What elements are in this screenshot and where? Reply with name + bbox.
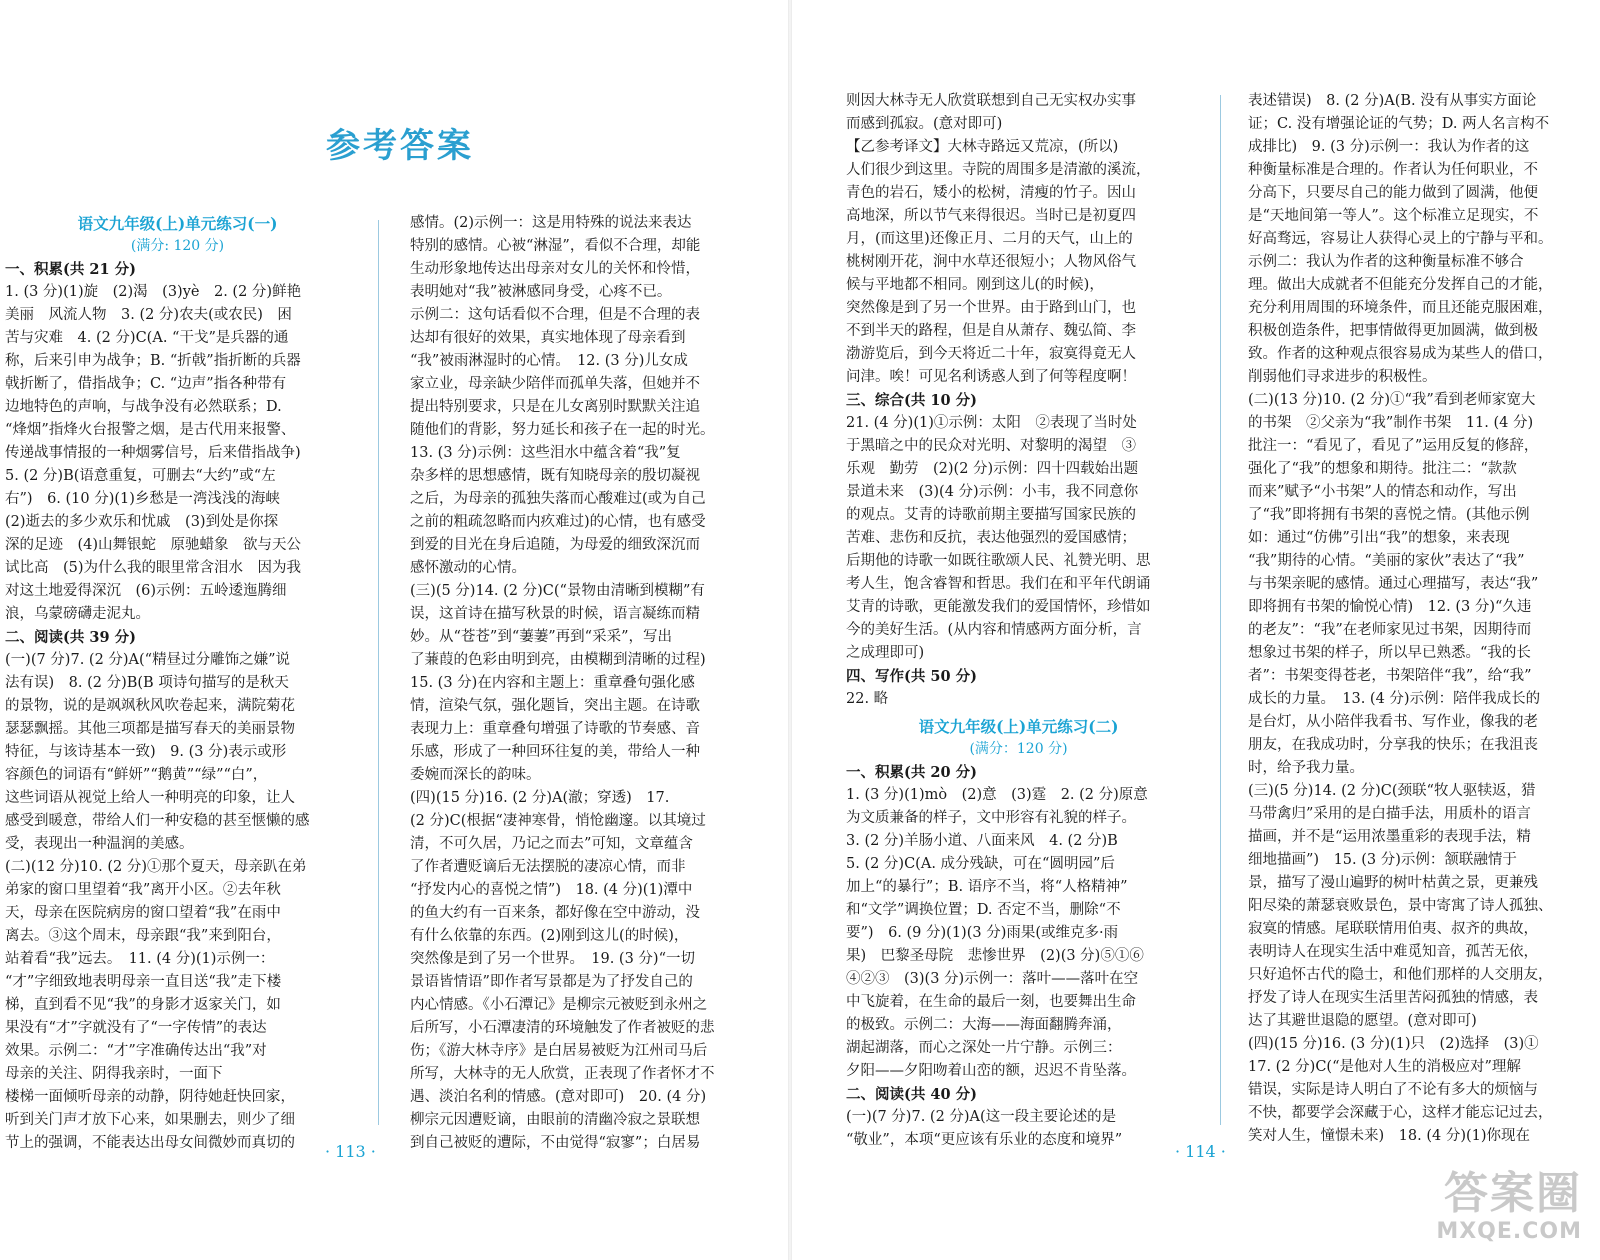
text-line: 和“文学”调换位置；D. 否定不当，删除“不 [846, 902, 1121, 918]
text-line: 苦与灾难 4. (2 分)C(A. “干戈”是兵器的通 [5, 330, 289, 346]
text-line: 情，渲染气氛，强化题旨，突出主题。在诗歌 [410, 698, 700, 714]
text-line: 表述错误) 8. (2 分)A(B. 没有从事实方面论 [1248, 93, 1537, 109]
text-line: 3. (2 分)羊肠小道、八面来风 4. (2 分)B [846, 833, 1118, 849]
text-line: 21. (4 分)(1)①示例：太阳 ②表现了当时处 [846, 415, 1137, 431]
right-col1-bottom-lines [846, 761, 1191, 1152]
text-line: 特别的感情。心被“淋湿”，看似不合理，却能 [410, 238, 701, 254]
text-line: 艾青的诗歌，更能激发我们的爱国情怀，珍惜如 [846, 599, 1151, 615]
text-line: “我”期待的心情。“美丽的家伙”表达了“我” [1248, 553, 1525, 569]
column-divider [378, 220, 379, 1125]
text-line: 笑对人生，憧憬未来) 18. (4 分)(1)你现在 [1248, 1128, 1531, 1144]
text-line: 果) 巴黎圣母院 悲惨世界 (2)(3 分)⑤①⑥ [846, 948, 1144, 964]
text-line: 浪，乌蒙磅礴走泥丸。 [5, 606, 150, 622]
text-line: 瑟瑟飘摇。其他三项都是描写春天的美丽景物 [5, 721, 295, 737]
text-line: 景语皆情语”即作者写景都是为了抒发自己的 [410, 974, 693, 990]
text-line: 到自己被贬的遭际，不由觉得“寂寥”；白居易 [410, 1135, 701, 1151]
text-line: (二)(12 分)10. (2 分)①那个夏天，母亲趴在弟 [5, 859, 307, 875]
text-line: (一)(7 分)7. (2 分)A(“精昼过分雕饰之嫌”说 [5, 652, 291, 668]
text-line: 青色的岩石，矮小的松树，清瘦的竹子。因山 [846, 185, 1136, 201]
text-line: 批注一：“看见了，看见了”运用反复的修辞， [1248, 438, 1539, 454]
text-line: 5. (2 分)B(语意重复，可删去“大约”或“左 [5, 468, 276, 484]
text-line: (三)(5 分)14. (2 分)C(“景物由清晰到模糊”有 [410, 583, 705, 599]
text-line: 成排比) 9. (3 分)示例一：我认为作者的这 [1248, 139, 1530, 155]
text-line: 如：通过“仿佛”引出“我”的想象，来表现 [1248, 530, 1510, 546]
text-line: (二)(13 分)10. (2 分)①“我”看到老师家宽大 [1248, 392, 1536, 408]
text-line: 妙。从“苍苍”到“萋萋”再到“采采”，写出 [410, 629, 672, 645]
text-line: 则因大林寺无人欣赏联想到自己无实权办实事 [846, 93, 1136, 109]
text-line: 时，给予我力量。 [1248, 760, 1364, 776]
text-line: 积极创造条件，把事情做得更加圆满，做到极 [1248, 323, 1538, 339]
text-line: 委婉而深长的韵味。 [410, 767, 541, 783]
text-line: 22. 略 [846, 691, 889, 707]
text-line: 描画，并不是“运用浓墨重彩的表现手法，精 [1248, 829, 1531, 845]
text-line: 母亲的关注、阴得我亲时，一面下 [5, 1066, 223, 1082]
text-line: 表明诗人在现实生活中难觅知音，孤苦无依， [1248, 944, 1538, 960]
text-line: 深的足迹 (4)山舞银蛇 原驰蜡象 欲与天公 [5, 537, 302, 553]
text-line: 效果。示例二：“才”字准确传达出“我”对 [5, 1043, 267, 1059]
text-line: 理。做出大成就者不但能充分发挥自己的才能， [1248, 277, 1553, 293]
text-line: (2 分)C(根据“凄神寒骨，悄怆幽邃。以其境过 [410, 813, 706, 829]
text-line: “抒发内心的喜悦之情”) 18. (4 分)(1)潭中 [410, 882, 693, 898]
left-col2-lines [410, 212, 745, 1155]
text-line: 之成理即可) [846, 645, 925, 661]
unit-2-score: (满分：120 分) [969, 741, 1068, 757]
text-line: 夕阳——夕阳吻着山峦的额，迟迟不肯坠落。 [846, 1063, 1136, 1079]
text-line: 了作者遭贬谪后无法摆脱的凄凉心情，而非 [410, 859, 686, 875]
right-page [790, 0, 1600, 1260]
text-line: 的极致。示例二：大海——海面翻腾奔涌， [846, 1017, 1122, 1033]
text-line: (四)(15 分)16. (3 分)(1)只 (2)选择 (3)① [1248, 1036, 1539, 1052]
text-line: 马带禽归”采用的是白描手法，用质朴的语言 [1248, 806, 1531, 822]
text-line: 戟折断了，借指战争；C. “边声”指各种带有 [5, 376, 287, 392]
text-line: 二、阅读(共 40 分) [846, 1086, 977, 1103]
text-line: 分高下，只要尽自己的能力做到了圆满，他便 [1248, 185, 1538, 201]
text-line: 后期他的诗歌一如既往歌颂人民、礼赞光明、思 [846, 553, 1151, 569]
text-line: 三、综合(共 10 分) [846, 392, 977, 409]
text-line: 证；C. 没有增强论证的气势；D. 两人名言构不 [1248, 116, 1550, 132]
text-line: 强化了“我”的想象和期待。批注二：“款款 [1248, 461, 1517, 477]
text-line: 对这土地爱得深沉 (6)示例：五岭逶迤腾细 [5, 583, 287, 599]
text-line: 与书架亲昵的感情。通过心理描写，表达“我” [1248, 576, 1539, 592]
text-line: 后所写，小石潭凄清的环境触发了作者被贬的悲 [410, 1020, 715, 1036]
text-line: 的鱼大约有一百来条，都好像在空中游动，没 [410, 905, 700, 921]
text-line: 达却有很好的效果，真实地体现了母亲看到 [410, 330, 686, 346]
text-line: (一)(7 分)7. (2 分)A(这一段主要论述的是 [846, 1109, 1117, 1125]
text-line: “敬业”，本项“更应该有乐业的态度和境界” [846, 1132, 1123, 1148]
text-line: ④②③ (3)(3 分)示例一：落叶——落叶在空 [846, 971, 1139, 987]
text-line: 一、积累(共 21 分) [5, 261, 136, 278]
text-line: 边地特色的声响，与战争没有必然联系；D. [5, 399, 282, 415]
text-line: 内心情感。《小石潭记》是柳宗元被贬到永州之 [410, 997, 708, 1013]
text-line: 湖起湖落，而心之深处一片宁静。示例三： [846, 1040, 1122, 1056]
text-line: 充分利用周围的环境条件，而且还能克服困难， [1248, 300, 1553, 316]
text-line: 候与平地都不相同。刚到这儿(的时候)， [846, 277, 1104, 293]
text-line: 于黑暗之中的民众对光明、对黎明的渴望 ③ [846, 438, 1136, 454]
text-line: 1. (3 分)(1)旋 (2)渴 (3)yè 2. (2 分)鲜艳 [5, 284, 302, 300]
text-line: “我”被雨淋湿时的心情。 12. (3 分)儿女成 [410, 353, 688, 369]
text-line: 朋友，在我成功时，分享我的快乐；在我沮丧 [1248, 737, 1538, 753]
text-line: 而感到孤寂。(意对即可) [846, 116, 1003, 132]
text-line: “才”字细致地表明母亲一直目送“我”走下楼 [5, 974, 282, 990]
text-line: 随他们的背影，努力延长和孩子在一起的时光。 [410, 422, 715, 438]
text-line: 一、积累(共 20 分) [846, 764, 977, 781]
text-line: 特征，与该诗基本一致) 9. (3 分)表示或形 [5, 744, 287, 760]
text-line: 细地描画”) 15. (3 分)示例：颔联融情于 [1248, 852, 1517, 868]
text-line: 感怀激动的心情。 [410, 560, 526, 576]
text-line: 是“天地间第一等人”。这个标准立足现实，不 [1248, 208, 1539, 224]
text-line: 之后，为母亲的孤独失落而心酸难过(或为自己 [410, 491, 706, 507]
text-line: 误，这首诗在描写秋景的时候，语言凝练而精 [410, 606, 700, 622]
text-line: 楼梯一面倾听母亲的动静，阴待她赶快回家， [5, 1089, 295, 1105]
text-line: 想象过书架的样子，所以早已熟悉。“我的长 [1248, 645, 1531, 661]
text-line: 美丽 风流人物 3. (2 分)农夫(或农民) 困 [5, 307, 292, 323]
text-line: 种衡量标准是合理的。作者认为任何职业，不 [1248, 162, 1538, 178]
text-line: 只好追怀古代的隐士，和他们那样的人交朋友， [1248, 967, 1553, 983]
text-line: (四)(15 分)16. (2 分)A(澈；穿透) 17. [410, 790, 670, 806]
text-line: “烽烟”指烽火台报警之烟，是古代用来报警、 [5, 422, 296, 438]
text-line: 的景物，说的是飒飒秋风吹卷起来，满院菊花 [5, 698, 295, 714]
text-line: 站着看“我”远去。 11. (4 分)(1)示例一： [5, 951, 275, 967]
text-line: 不快，都要学会深藏于心，这样才能忘记过去， [1248, 1105, 1553, 1121]
unit-2-title: 语文九年级(上)单元练习(二) [918, 717, 1119, 736]
text-line: 问津。唉！可见名利诱惑人到了何等程度啊！ [846, 369, 1136, 385]
text-line: 者”：书架变得苍老，书架陪伴“我”，给“我” [1248, 668, 1532, 684]
text-line: 法有误) 8. (2 分)B(B 项诗句描写的是秋天 [5, 675, 289, 691]
unit-1-score: (满分: 120 分) [130, 238, 225, 254]
text-line: 梯，直到看不见“我”的身影才返家关门，如 [5, 997, 281, 1013]
text-line: 渤游览后，到今天将近二十年，寂寞得竟无人 [846, 346, 1136, 362]
text-line: 人们很少到这里。寺院的周围多是清澈的溪流， [846, 162, 1151, 178]
left-column-2 [410, 212, 745, 1155]
text-line: 示例二：这句话看似不合理，但是不合理的表 [410, 307, 700, 323]
text-line: 5. (2 分)C(A. 成分残缺，可在“圆明园”后 [846, 856, 1115, 872]
text-line: 听到关门声才放下心来，如果删去，则少了细 [5, 1112, 295, 1128]
text-line: 突然像是到了另一个世界。 19. (3 分)“一切 [410, 951, 695, 967]
text-line: 天，母亲在医院病房的窗口望着“我”在雨中 [5, 905, 281, 921]
text-line: 感情。(2)示例一：这是用特殊的说法来表达 [410, 215, 692, 231]
text-line: 要”) 6. (9 分)(1)(3 分)雨果(或维克多·雨 [846, 925, 1119, 941]
text-line: 错误，实际是诗人明白了不论有多大的烦恼与 [1248, 1082, 1538, 1098]
text-line: 而来”赋予“小书架”人的情态和动作，写出 [1248, 484, 1517, 500]
text-line: 表明她对“我”被淋感同身受，心疼不已。 [410, 284, 672, 300]
text-line: 受，表现出一种温润的美感。 [5, 836, 194, 852]
text-line: 达了其避世退隐的愿望。(意对即可) [1248, 1013, 1477, 1029]
text-line: 高地深，所以节气来得很迟。当时已是初夏四 [846, 208, 1136, 224]
text-line: 好高骛远，容易让人获得心灵上的宁静与平和。 [1248, 231, 1553, 247]
text-line: 有什么依靠的东西。(2)刚到这儿(的时候)， [410, 928, 689, 944]
text-line: 四、写作(共 50 分) [846, 668, 977, 685]
text-line: 【乙参考译文】大林寺路远又荒凉，(所以) [846, 139, 1119, 155]
text-line: 遇、淡泊名利的情感。(意对即可) 20. (4 分) [410, 1089, 707, 1105]
left-col1-lines [5, 258, 350, 1155]
text-line: 右”) 6. (10 分)(1)乡愁是一湾浅浅的海峡 [5, 491, 280, 507]
text-line: 17. (2 分)C(“是他对人生的消极应对”理解 [1248, 1059, 1521, 1075]
text-line: 的老友”：“我”在老师家见过书架，因期待而 [1248, 622, 1532, 638]
text-line: 试比高 (5)为什么我的眼里常含泪水 因为我 [5, 560, 302, 576]
text-line: 伤；《游大林寺序》是白居易被贬为江州司马后 [410, 1043, 708, 1059]
text-line: 生动形象地传达出母亲对女儿的关怀和怜惜， [410, 261, 700, 277]
text-line: 15. (3 分)在内容和主题上：重章叠句强化感 [410, 675, 695, 691]
text-line: (2)逝去的多少欢乐和忧戚 (3)到处是你探 [5, 514, 279, 530]
text-line: 不到半天的路程，但是自从萧存、魏弘简、李 [846, 323, 1136, 339]
text-line: 的书架 ②父亲为“我”制作书架 11. (4 分) [1248, 415, 1534, 431]
answer-key-title: 参考答案 [326, 126, 474, 166]
text-line: 阳尽染的萧瑟衰败景色，景中寄寓了诗人孤独、 [1248, 898, 1553, 914]
text-line: 削弱他们寻求进步的积极性。 [1248, 369, 1437, 385]
text-line: 景，描写了漫山遍野的树叶枯黄之景，更兼残 [1248, 875, 1538, 891]
right-column-2 [1248, 90, 1573, 1148]
page-number-right: · 114 · [1175, 1142, 1226, 1161]
text-line: 了蒹葭的色彩由明到亮，由模糊到清晰的过程) [410, 652, 706, 668]
text-line: (三)(5 分)14. (2 分)C(颈联“牧人驱犊返，猎 [1248, 783, 1536, 799]
text-line: 表现力上：重章叠句增强了诗歌的节奏感、音 [410, 721, 700, 737]
text-line: 提出特别要求，只是在儿女离别时默默关注追 [410, 399, 700, 415]
column-divider [1220, 95, 1221, 1125]
text-line: 成长的力量。 13. (4 分)示例：陪伴我成长的 [1248, 691, 1541, 707]
right-col1-top-lines [846, 90, 1191, 711]
page-number-left: · 113 · [325, 1142, 376, 1161]
text-line: 加上“的暴行”；B. 语序不当，将“人格精神” [846, 879, 1128, 895]
text-line: 为文质兼备的样子，文中形容有礼貌的样子。 [846, 810, 1136, 826]
text-line: 二、阅读(共 39 分) [5, 629, 136, 646]
text-line: 13. (3 分)示例：这些泪水中蕴含着“我”复 [410, 445, 681, 461]
text-line: 果没有“才”字就没有了“一字传情”的表达 [5, 1020, 267, 1036]
text-line: 了“我”即将拥有书架的喜悦之情。(其他示例 [1248, 507, 1530, 523]
text-line: 寂寞的情感。尾联联情用伯夷、叔齐的典故， [1248, 921, 1538, 937]
text-line: 苦难、悲伤和反抗，表达他强烈的爱国感情； [846, 530, 1136, 546]
text-line: 乐观 勤劳 (2)(2 分)示例：四十四载始出题 [846, 461, 1139, 477]
text-line: 突然像是到了另一个世界。由于路到山门，也 [846, 300, 1136, 316]
text-line: 今的美好生活。(从内容和情感两方面分析，言 [846, 622, 1142, 638]
text-line: 弟家的窗口里望着“我”离开小区。②去年秋 [5, 882, 281, 898]
text-line: 家立业，母亲缺少陪伴而孤单失落，但她并不 [410, 376, 700, 392]
text-line: 桃树刚开花，涧中水草还很短小；人物风俗气 [846, 254, 1136, 270]
right-column-1 [846, 90, 1191, 1152]
text-line: 之前的粗疏忽略而内疚难过)的心情，也有感受 [410, 514, 706, 530]
right-col2-lines [1248, 90, 1573, 1148]
text-line: 到爱的目光在身后追随，为母爱的细致深沉而 [410, 537, 700, 553]
text-line: 示例二：我认为作者的这种衡量标准不够合 [1248, 254, 1524, 270]
text-line: 离去。③这个周末，母亲跟“我”来到阳台， [5, 928, 281, 944]
text-line: 传递战事情报的一种烟雾信号，后来借指战争) [5, 445, 301, 461]
watermark-url: MXQE.COM [1436, 1219, 1582, 1244]
text-line: 的观点。艾青的诗歌前期主要描写国家民族的 [846, 507, 1136, 523]
watermark [1436, 1169, 1582, 1244]
text-line: 称，后来引申为战争；B. “折戟”指折断的兵器 [5, 353, 301, 369]
text-line: 致。作者的这种观点很容易成为某些人的借口， [1248, 346, 1553, 362]
text-line: 柳宗元因遭贬谪，由眼前的清幽冷寂之景联想 [410, 1112, 700, 1128]
unit-1-title: 语文九年级(上)单元练习(一) [77, 214, 278, 233]
text-line: 即将拥有书架的愉悦心情) 12. (3 分)“久违 [1248, 599, 1532, 615]
text-line: 考人生，饱含睿智和哲思。我们在和平年代朗诵 [846, 576, 1151, 592]
text-line: 清，不可久居，乃记之而去”可知，文章蕴含 [410, 836, 693, 852]
watermark-logo-text: 答案圈 [1444, 1168, 1582, 1219]
text-line: 中飞旋着，在生命的最后一刻，也要舞出生命 [846, 994, 1136, 1010]
text-line: 是台灯，从小陪伴我看书、写作业，像我的老 [1248, 714, 1538, 730]
text-line: 月，(而这里)还像正月、二月的天气，山上的 [846, 231, 1133, 247]
text-line: 乐感，形成了一种回环往复的美，带给人一种 [410, 744, 700, 760]
text-line: 抒发了诗人在现实生活里苦闷孤独的情感，表 [1248, 990, 1538, 1006]
left-column-1 [5, 212, 350, 1155]
text-line: 这些词语从视觉上给人一种明亮的印象，让人 [5, 790, 295, 806]
text-line: 景道未来 (3)(4 分)示例：小韦，我不同意你 [846, 484, 1139, 500]
text-line: 感受到暖意，带给人们一种安稳的甚至惬懒的感 [5, 813, 310, 829]
text-line: 节上的强调，不能表达出母女间微妙而真切的 [5, 1135, 295, 1151]
text-line: 所写，大林寺的无人欣赏，正表现了作者怀才不 [410, 1066, 715, 1082]
text-line: 杂多样的思想感情，既有知晓母亲的殷切凝视 [410, 468, 700, 484]
text-line: 容颜色的词语有“鲜妍”“鹅黄”“绿”“白”， [5, 767, 268, 783]
text-line: 1. (3 分)(1)mò (2)意 (3)霆 2. (2 分)原意 [846, 787, 1148, 803]
left-page [0, 0, 790, 1260]
